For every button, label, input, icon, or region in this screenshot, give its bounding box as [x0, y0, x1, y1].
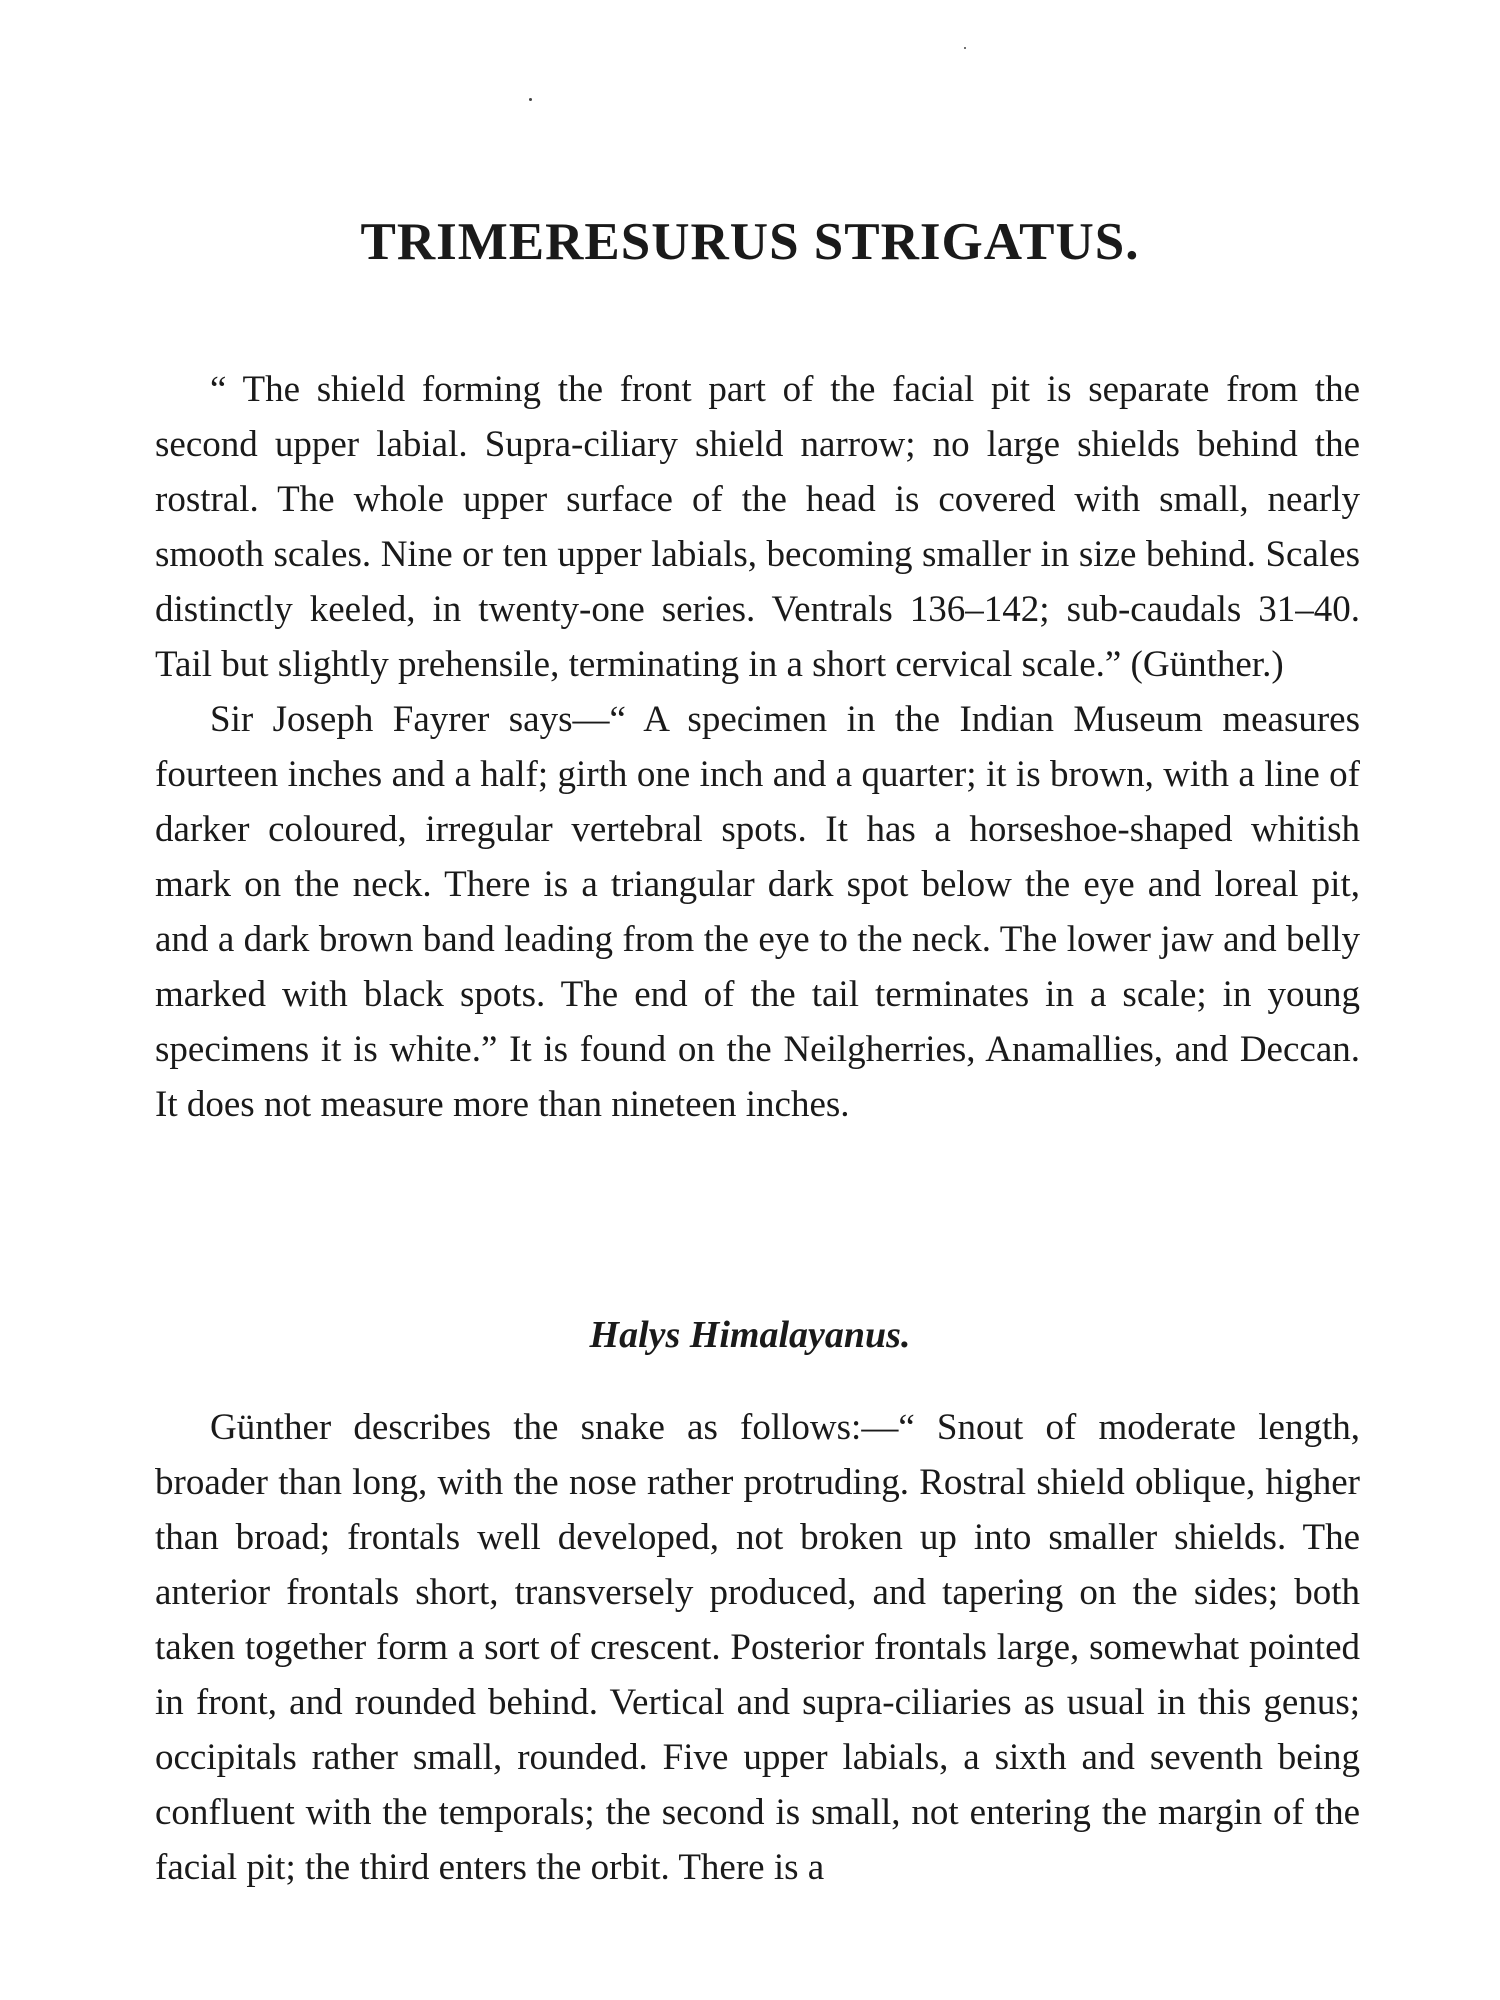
section-subtitle: Halys Himalayanus. — [589, 1314, 911, 1356]
body-paragraph: Sir Joseph Fayrer says—“ A specimen in the Indian Museum measures fourteen inches and a half; girth one inch and a quarter; it is brown, with a line of darker coloured, irregular vertebral spots. It has a horseshoe-shaped whitish mark on the neck. There is a triangular dark spot below the eye and loreal pit, and a dark brown band leading from the eye to the neck. The lower jaw and belly marked with black spots. The end of the tail terminates in a scale; in young specimens it is white.” It is found on the Neilgherries, Anamallies, and Deccan. It does not measure more than nineteen inches. — [155, 699, 1360, 1125]
body-paragraph: Günther describes the snake as follows:—“ Snout of moderate length, broader than long, with the nose rather protruding. Rostral shield oblique, higher than broad; frontals well developed, not broken up into smaller shields. The anterior frontals short, transversely produced, and tapering on the sides; both taken together form a sort of crescent. Posterior frontals large, somewhat pointed in front, and rounded behind. Vertical and supra-ciliaries as usual in this genus; occipitals rather small, rounded. Five upper labials, a sixth and seventh being confluent with the temporals; the second is small, not entering the margin of the facial pit; the third enters the orbit. There is a — [155, 1407, 1360, 1888]
page-title: TRIMERESURUS STRIGATUS. — [360, 213, 1140, 271]
print-speck — [529, 98, 532, 101]
body-paragraph: “ The shield forming the front part of the facial pit is separate from the second upper labial. Supra-ciliary shield narrow; no large shields behind the rostral. The whole upper surface of the head is covered with small, nearly smooth scales. Nine or ten upper labials, becoming smaller in size behind. Scales distinctly keeled, in twenty-one series. Ventrals 136–142; sub-caudals 31–40. Tail but slightly prehensile, terminating in a short cervical scale.” (Günther.) — [155, 369, 1360, 685]
trimeresurus-section — [155, 362, 1360, 1132]
halys-section — [155, 1400, 1360, 1895]
print-speck — [964, 47, 966, 49]
